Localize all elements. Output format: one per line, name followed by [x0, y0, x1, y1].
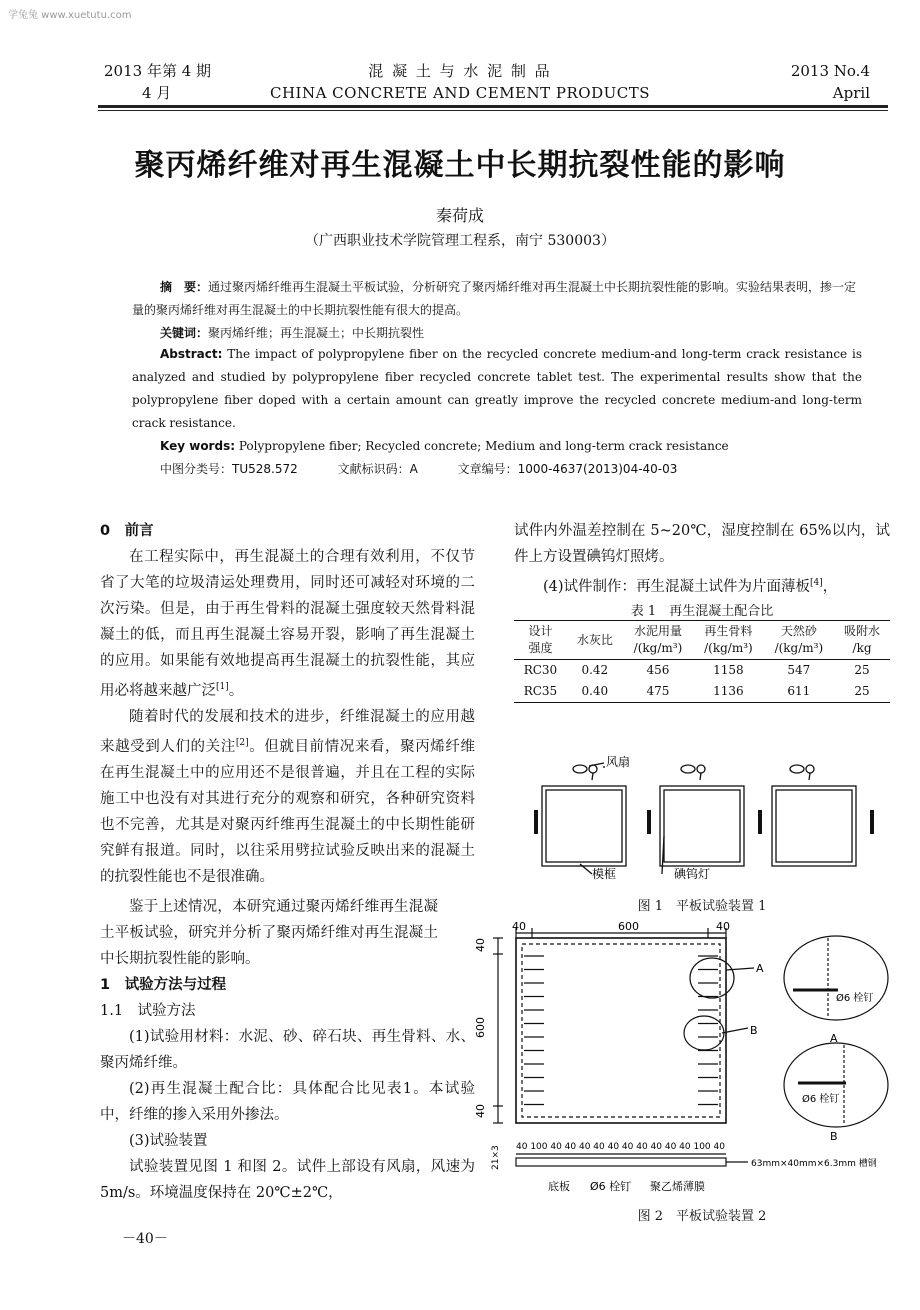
table-header-row: [514, 621, 890, 660]
section-1-1-heading: 1.1 试验方法: [100, 1002, 196, 1019]
abstract-zh-text: 通过聚丙烯纤维再生混凝土平板试验，分析研究了聚丙烯纤维对再生混凝土中长期抗裂性能的影响。实验结果表明，掺一定量的聚丙烯纤维对再生混凝土的中长期抗裂性能有很大的提高。: [132, 280, 857, 317]
abstract-zh-label: 摘 要：: [160, 280, 209, 294]
doc-code: 文献标识码：A: [337, 462, 418, 476]
channel-label: 63mm×40mm×6.3mm 槽钢: [751, 1159, 877, 1169]
section-1-heading: 1 试验方法与过程: [100, 976, 227, 993]
lamp-2: [647, 810, 651, 834]
frame-2: [660, 786, 744, 866]
table-header-3: 再生骨料 /(kg/m³): [704, 624, 753, 655]
header-rule: [98, 105, 888, 108]
table-cell: 456: [646, 663, 670, 677]
table1-caption: 表 1 再生混凝土配合比: [630, 604, 774, 619]
lamp-1: [534, 810, 538, 834]
label-A: A: [756, 962, 764, 975]
label-frame: 模框: [592, 867, 617, 881]
table-cell: RC30: [523, 663, 558, 677]
article-title: 聚丙烯纤维对再生混凝土中长期抗裂性能的影响: [134, 148, 786, 183]
header-center: [0, 60, 920, 104]
issue-cn: 2013 年第 4 期: [104, 62, 212, 80]
svg-text:600: 600: [474, 1017, 487, 1038]
section-plate: [516, 1158, 726, 1166]
figure-2: [468, 918, 892, 1200]
abstract-zh: [132, 276, 862, 345]
svg-text:底板: 底板: [548, 1180, 570, 1193]
figure-1: [514, 756, 894, 886]
journal-cn: 混 凝 土 与 水 泥 制 品: [368, 62, 552, 80]
table-cell: 0.42: [581, 663, 609, 677]
header-rule-thin: [98, 110, 888, 111]
svg-text:40: 40: [474, 1104, 487, 1118]
month-cn: 4 月: [142, 84, 172, 102]
table-header-4: 天然砂 /(kg/m³): [774, 624, 824, 655]
svg-text:40: 40: [716, 920, 730, 933]
table-row: [514, 681, 890, 703]
table-cell: 611: [787, 684, 811, 698]
clc-number: 中图分类号：TU528.572: [160, 462, 298, 476]
table-header-0: 设计 强度: [528, 624, 553, 655]
method-item-2: (2)再生混凝土配合比：具体配合比见表1。本试验中，纤维的掺入采用外掺法。: [100, 1080, 475, 1123]
keywords-zh-text: 聚丙烯纤维；再生混凝土；中长期抗裂性: [208, 326, 425, 340]
header-right: [791, 60, 870, 104]
table-cell: 0.40: [581, 684, 609, 698]
label-B: B: [750, 1024, 758, 1037]
month-en: April: [832, 84, 870, 102]
svg-text:Ø6 栓钉: Ø6 栓钉: [590, 1180, 632, 1193]
table-cell: 25: [854, 663, 870, 677]
detail-B-label: Ø6 栓钉: [802, 1094, 840, 1105]
table-cell: 547: [787, 663, 811, 677]
fan-2-icon: [681, 765, 705, 780]
section-dimensions: 40 100 40 40 40 40 40 40 40 40 40 40 100 40: [516, 1142, 725, 1152]
keywords-en-text: Polypropylene fiber; Recycled concrete; Medium and long-term crack resistance: [235, 439, 729, 453]
classification: [160, 460, 713, 477]
table-cell: 475: [646, 684, 670, 698]
svg-text:40: 40: [512, 920, 526, 933]
table-row: [514, 660, 890, 682]
issue-en: 2013 No.4: [790, 62, 870, 80]
table-cell: 1158: [713, 663, 744, 677]
table-cell: 25: [854, 684, 870, 698]
section-0-heading: 0 前言: [100, 523, 154, 539]
callout-B: [684, 1016, 724, 1050]
lamp-3: [758, 810, 762, 834]
svg-text:聚乙烯薄膜: 聚乙烯薄膜: [650, 1180, 705, 1193]
label-lamp: 碘钨灯: [674, 867, 711, 881]
intro-paragraph-1: 在工程实际中，再生混凝土的合理有效利用，不仅节省了大笔的垃圾清运处理费用，同时还可减轻对环境的二次污染。但是，由于再生骨料的混凝土强度较天然骨料混凝土的低，而且再生混凝土容易开裂，影响了再生混凝土的应用。如果能有效地提高再生混凝土的抗裂性能，其应用必将越来越广泛[1]。: [100, 549, 475, 699]
method-item-3: (3)试验装置: [129, 1132, 208, 1149]
figure-1-caption: 图 1 平板试验装置 1: [637, 899, 767, 914]
table-header-2: 水泥用量 /(kg/m³): [633, 624, 683, 655]
right-paragraph-2: (4)试件制作：再生混凝土试件为片面薄板[4]，: [543, 578, 838, 595]
table-cell: 1136: [713, 684, 744, 698]
svg-text:600: 600: [618, 920, 639, 933]
svg-text:B: B: [830, 1130, 838, 1143]
mix-proportion-table: [514, 620, 890, 703]
abstract-en-text: The impact of polypropylene fiber on the recycled concrete medium-and long-term crack resistance is analyzed and studied by polypropylene fiber recycled concrete tablet test. The experimental results show that the polypropylene fiber doped with a certain amount can greatly improve the recycled concrete medium-and long-term crack resistance.: [132, 347, 862, 430]
abstract-en-label: Abstract:: [160, 347, 223, 361]
detail-A: [784, 936, 888, 1020]
callout-A: [690, 958, 734, 998]
keywords-en-label: Key words:: [160, 439, 236, 453]
svg-text:40: 40: [474, 938, 487, 952]
page-number: －40－: [122, 1231, 168, 1247]
fan-1-icon: [573, 765, 597, 780]
svg-text:A: A: [830, 1032, 838, 1045]
watermark: 学兔兔 www.xuetutu.com: [8, 10, 132, 21]
frame-1: [542, 786, 626, 866]
detail-A-label: Ø6 栓钉: [836, 993, 874, 1004]
frame-3: [772, 786, 856, 866]
abstract-en: [132, 343, 862, 458]
figure-2-caption: 图 2 平板试验装置 2: [637, 1209, 767, 1224]
journal-en: CHINA CONCRETE AND CEMENT PRODUCTS: [269, 84, 651, 102]
lamp-4: [870, 810, 874, 834]
intro-paragraph-3: 鉴于上述情况，本研究通过聚丙烯纤维再生混凝土平板试验，研究并分析了聚丙烯纤维对再生混凝土中长期抗裂性能的影响。: [100, 898, 438, 967]
table-header-1: 水灰比: [576, 632, 613, 647]
affiliation: （广西职业技术学院管理工程系，南宁 530003）: [305, 233, 615, 249]
keywords-zh-label: 关键词：: [160, 326, 209, 340]
method-paragraph-4: 试验装置见图 1 和图 2。试件上部设有风扇，风速为 5m/s。环境温度保持在 20℃±2℃，: [100, 1158, 475, 1201]
article-number: 文章编号：1000-4637(2013)04-40-03: [457, 462, 678, 476]
left-column: [100, 518, 475, 1206]
fan-3-icon: [790, 765, 814, 780]
label-fan: 风扇: [606, 756, 631, 769]
intro-paragraph-2: 随着时代的发展和技术的进步，纤维混凝土的应用越来越受到人们的关注[2]。但就目前情况来看，聚丙烯纤维在再生混凝土中的应用还不是很普遍，并且在工程的实际施工中也没有对其进行充分的观察和研究，各种研究资料也不完善，尤其是对聚丙纤维再生混凝土的中长期性能研究鲜有报道。同时，以往采用劈拉试验反映出来的混凝土的抗裂性能也不是很准确。: [100, 708, 475, 885]
detail-B: [784, 1043, 888, 1127]
author: 秦荷成: [435, 206, 484, 225]
table-header-5: 吸附水 /kg: [844, 624, 881, 655]
section-height: 21×3: [491, 1145, 501, 1170]
right-column: [514, 518, 890, 600]
method-item-1: (1)试验用材料：水泥、砂、碎石块、再生骨料、水、聚丙烯纤维。: [100, 1028, 475, 1071]
right-paragraph-1: 试件内外温差控制在 5~20℃，湿度控制在 65%以内，试件上方设置碘钨灯照烤。: [514, 523, 890, 565]
table-cell: RC35: [523, 684, 558, 698]
